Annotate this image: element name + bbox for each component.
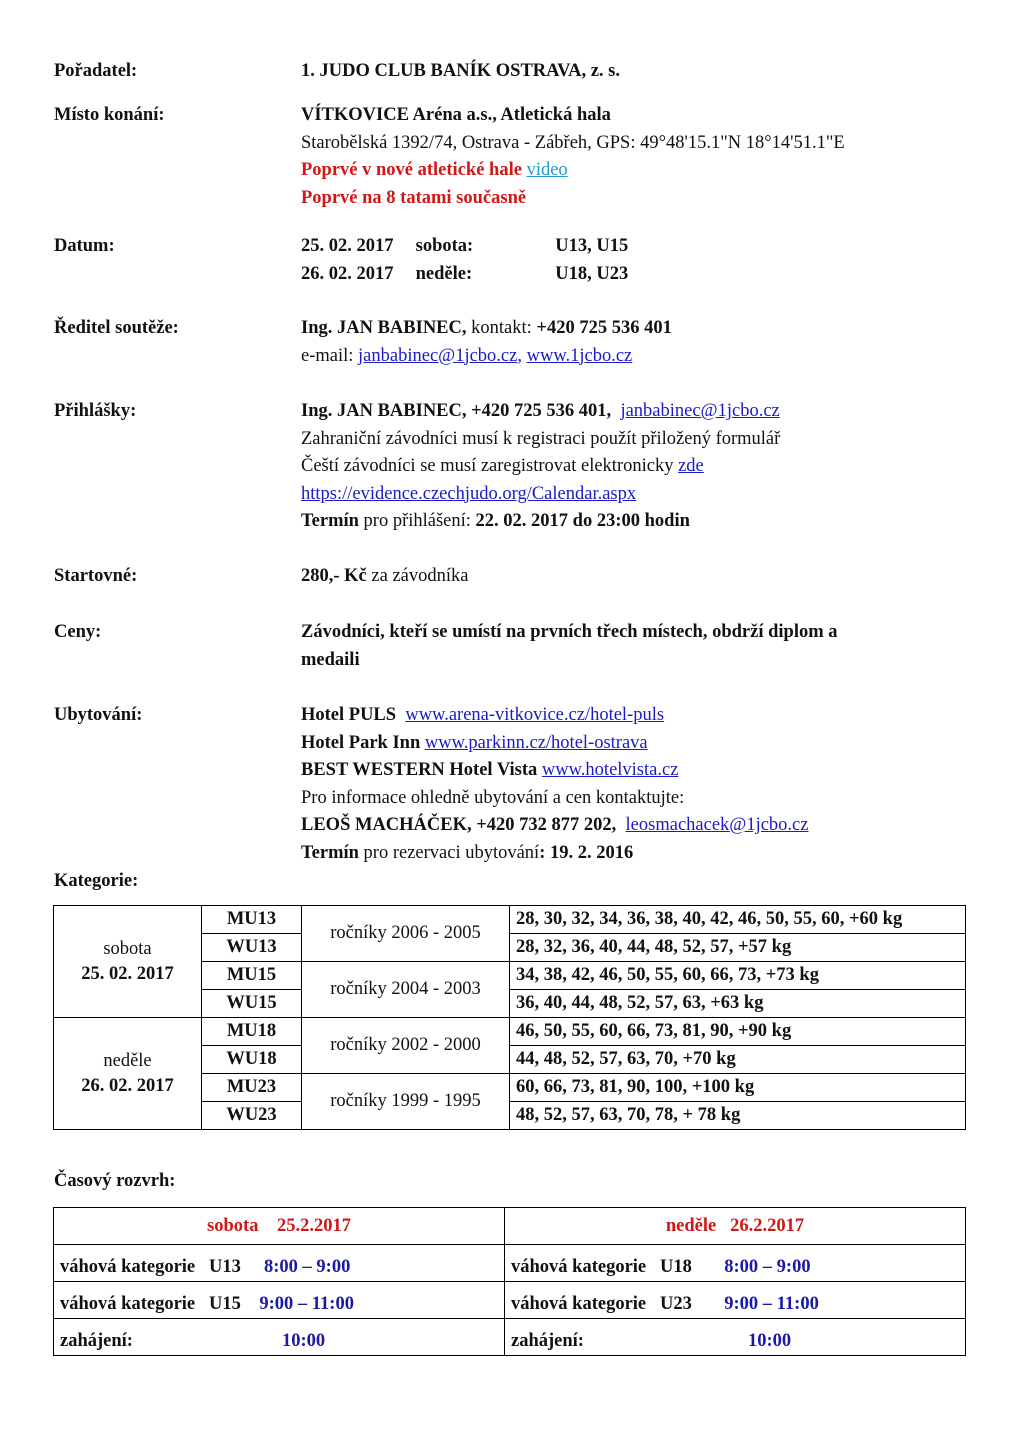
prizes-label: Ceny: xyxy=(54,622,102,642)
applications-details xyxy=(301,398,780,536)
birth-years: ročníky 2006 - 2005 xyxy=(302,906,510,962)
director-web-link[interactable]: www.1jcbo.cz xyxy=(526,345,633,366)
hotel-link[interactable]: www.arena-vitkovice.cz/hotel-puls xyxy=(405,705,665,725)
schedule-row-label: zahájení: xyxy=(511,1331,584,1351)
table-row xyxy=(54,906,966,934)
weight-list: 48, 52, 57, 63, 70, 78, + 78 kg xyxy=(510,1102,966,1130)
prizes-line: medaili xyxy=(301,649,360,670)
fee-label: Startovné: xyxy=(54,566,138,586)
accommodation-details xyxy=(301,702,808,867)
hotel-name: Hotel PULS xyxy=(301,705,397,725)
table-row xyxy=(54,1208,966,1245)
schedule-category: U23 xyxy=(660,1294,692,1314)
applications-deadline-text: pro přihlášení: xyxy=(358,511,476,531)
accommodation-email-link[interactable]: leosmachacek@1jcbo.cz xyxy=(625,815,809,835)
schedule-row-label: váhová kategorie xyxy=(60,1294,196,1314)
accommodation-deadline-bold: Termín xyxy=(301,842,359,863)
category-code: MU18 xyxy=(202,1018,302,1046)
table-row xyxy=(54,1245,966,1282)
categories-label: Kategorie: xyxy=(54,871,139,891)
accommodation-contact: LEOŠ MACHÁČEK, +420 732 877 202, xyxy=(301,815,617,835)
applications-calendar-link[interactable]: https://evidence.czechjudo.org/Calendar.aspx xyxy=(301,483,637,504)
applications-czech-note: Čeští závodníci se musí zaregistrovat elektronicky xyxy=(301,456,674,476)
day-date: 25. 02. 2017 xyxy=(81,963,174,984)
organizer-label: Pořadatel: xyxy=(54,61,138,81)
venue-details xyxy=(301,102,845,212)
director-label: Ředitel soutěže: xyxy=(54,318,179,338)
table-row xyxy=(54,1319,966,1356)
organizer-value: 1. JUDO CLUB BANÍK OSTRAVA, z. s. xyxy=(301,61,621,81)
day-name: sobota xyxy=(103,938,152,959)
applications-deadline-value: 22. 02. 2017 do 23:00 hodin xyxy=(475,511,690,531)
date-row xyxy=(301,233,628,261)
director-name: Ing. JAN BABINEC, xyxy=(301,318,467,338)
director-phone: +420 725 536 401 xyxy=(536,318,672,338)
director-email-link[interactable]: janbabinec@1jcbo.cz xyxy=(358,345,518,366)
applications-email-link[interactable]: janbabinec@1jcbo.cz xyxy=(620,401,780,421)
weight-list: 34, 38, 42, 46, 50, 55, 60, 66, 73, +73 kg xyxy=(510,962,966,990)
category-code: MU15 xyxy=(202,962,302,990)
schedule-time: 10:00 xyxy=(748,1331,792,1351)
birth-years: ročníky 1999 - 1995 xyxy=(302,1074,510,1130)
schedule-date: 25.2.2017 xyxy=(276,1216,351,1236)
schedule-table xyxy=(53,1207,966,1356)
applications-deadline-bold: Termín xyxy=(301,511,359,531)
date-value: 25. 02. 2017 xyxy=(301,236,394,256)
date-day: neděle: xyxy=(415,263,473,284)
schedule-header-saturday xyxy=(54,1208,505,1245)
schedule-time: 10:00 xyxy=(282,1331,326,1351)
birth-years: ročníky 2004 - 2003 xyxy=(302,962,510,1018)
weight-list: 28, 30, 32, 34, 36, 38, 40, 42, 46, 50, 55, 60, +60 kg xyxy=(510,906,966,934)
weight-list: 46, 50, 55, 60, 66, 73, 81, 90, +90 kg xyxy=(510,1018,966,1046)
applications-here-link[interactable]: zde xyxy=(678,456,704,476)
schedule-cell xyxy=(54,1245,505,1282)
weight-list: 60, 66, 73, 81, 90, 100, +100 kg xyxy=(510,1074,966,1102)
accommodation-label: Ubytování: xyxy=(54,705,143,725)
schedule-cell xyxy=(54,1282,505,1319)
category-code: WU23 xyxy=(202,1102,302,1130)
applications-foreign-note: Zahraniční závodníci musí k registraci použít přiložený formulář xyxy=(301,428,781,449)
dates-list xyxy=(301,233,628,288)
fee-amount: 280,- Kč xyxy=(301,566,367,586)
director-contact-prefix: kontakt: xyxy=(466,318,537,338)
director-details xyxy=(301,315,672,370)
schedule-header-sunday xyxy=(505,1208,966,1245)
schedule-time: 8:00 – 9:00 xyxy=(264,1257,351,1277)
schedule-time: 9:00 – 11:00 xyxy=(724,1294,819,1314)
schedule-row-label: váhová kategorie xyxy=(511,1257,647,1277)
schedule-cell xyxy=(54,1319,505,1356)
categories-table xyxy=(53,905,966,1130)
weight-list: 44, 48, 52, 57, 63, 70, +70 kg xyxy=(510,1046,966,1074)
accommodation-deadline-value: : 19. 2. 2016 xyxy=(539,842,634,863)
weight-list: 28, 32, 36, 40, 44, 48, 52, 57, +57 kg xyxy=(510,934,966,962)
table-row xyxy=(54,1018,966,1046)
date-row xyxy=(301,261,628,289)
accommodation-info: Pro informace ohledně ubytování a cen kontaktujte: xyxy=(301,787,685,808)
schedule-label: Časový rozvrh: xyxy=(54,1171,176,1191)
director-email-prefix: e-mail: xyxy=(301,345,359,366)
hotel-name: BEST WESTERN Hotel Vista xyxy=(301,760,538,780)
hotel-name: Hotel Park Inn xyxy=(301,732,421,753)
hotel-link[interactable]: www.parkinn.cz/hotel-ostrava xyxy=(424,732,648,753)
venue-note-tatami: Poprvé na 8 tatami současně xyxy=(301,187,527,208)
table-row xyxy=(54,1282,966,1319)
day-name: neděle xyxy=(103,1050,152,1071)
day-cell xyxy=(54,1018,202,1130)
schedule-category: U18 xyxy=(660,1257,692,1277)
schedule-row-label: váhová kategorie xyxy=(60,1257,196,1277)
director-sep: , xyxy=(517,345,522,366)
category-code: MU13 xyxy=(202,906,302,934)
category-code: WU13 xyxy=(202,934,302,962)
schedule-cell xyxy=(505,1319,966,1356)
hotel-link[interactable]: www.hotelvista.cz xyxy=(541,760,679,780)
venue-name: VÍTKOVICE Aréna a.s., Atletická hala xyxy=(301,105,611,125)
date-value: 26. 02. 2017 xyxy=(301,263,394,284)
venue-note-new-hall: Poprvé v nové atletické hale xyxy=(301,160,522,180)
venue-label: Místo konání: xyxy=(54,105,165,125)
weight-list: 36, 40, 44, 48, 52, 57, 63, +63 kg xyxy=(510,990,966,1018)
category-code: MU23 xyxy=(202,1074,302,1102)
prizes-text xyxy=(301,619,838,674)
applications-label: Přihlášky: xyxy=(54,401,137,421)
schedule-cell xyxy=(505,1245,966,1282)
accommodation-deadline-text: pro rezervaci ubytování xyxy=(358,842,540,863)
schedule-cell xyxy=(505,1282,966,1319)
schedule-date: 26.2.2017 xyxy=(730,1216,805,1236)
category-code: WU15 xyxy=(202,990,302,1018)
schedule-category: U13 xyxy=(209,1257,241,1277)
dates-label: Datum: xyxy=(54,236,115,256)
date-categories: U13, U15 xyxy=(555,236,629,256)
schedule-time: 9:00 – 11:00 xyxy=(259,1294,354,1314)
date-categories: U18, U23 xyxy=(555,263,629,284)
schedule-row-label: zahájení: xyxy=(60,1331,133,1351)
category-code: WU18 xyxy=(202,1046,302,1074)
fee-text: za závodníka xyxy=(366,566,469,586)
schedule-day: neděle xyxy=(665,1216,717,1236)
schedule-category: U15 xyxy=(209,1294,241,1314)
schedule-time: 8:00 – 9:00 xyxy=(724,1257,811,1277)
date-day: sobota: xyxy=(415,236,474,256)
schedule-day: sobota xyxy=(207,1216,259,1236)
venue-address: Starobělská 1392/74, Ostrava - Zábřeh, GPS: 49°48'15.1"N 18°14'51.1"E xyxy=(301,132,845,153)
day-cell xyxy=(54,906,202,1018)
schedule-row-label: váhová kategorie xyxy=(511,1294,647,1314)
day-date: 26. 02. 2017 xyxy=(81,1075,174,1096)
birth-years: ročníky 2002 - 2000 xyxy=(302,1018,510,1074)
applications-contact: Ing. JAN BABINEC, +420 725 536 401, xyxy=(301,401,612,421)
video-link[interactable]: video xyxy=(526,160,568,180)
prizes-line: Závodníci, kteří se umístí na prvních třech místech, obdrží diplom a xyxy=(301,622,838,642)
